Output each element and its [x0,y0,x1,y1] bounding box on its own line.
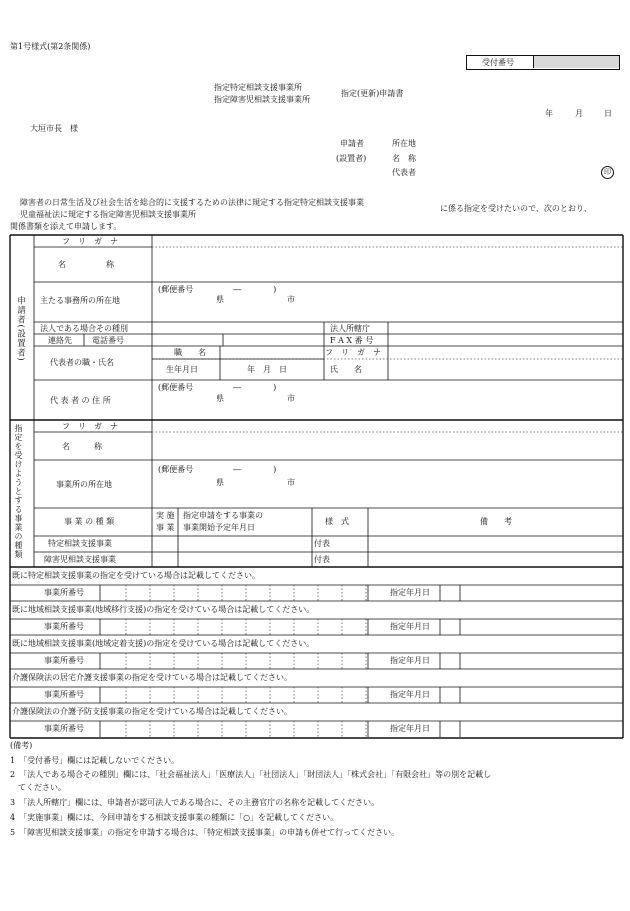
intro-part3: に係る指定を受けたいので、次のとおり、 [440,204,592,213]
biz-pref: 県 [216,478,224,487]
plan-header-top: 指定申請をする事業の [183,511,263,520]
prior-designation-date-label: 指定年月日 [390,690,430,699]
biz-kind-header: 事 業 の 種 類 [64,517,115,526]
note-item: 4 「実施事業」欄には、今回申請をする相談支援事業の種類に「○」を記載してください。 [10,813,339,822]
prior-office-number-label: 事業所番号 [44,656,84,665]
corp-type-label: 法人である場合その種別 [40,324,128,333]
birth-label: 生年月日 [166,365,198,374]
prior-heading: 介護保険法の居宅介護支援事業の指定を受けている場合は記載してください。 [12,673,292,682]
section-business-side-label: 指定を受けようとする事業の種類 [14,424,23,559]
applicant-name-label: 名 称 [392,154,416,163]
prior-heading: 介護保険法の介護予防支援事業の指定を受けている場合は記載してください。 [12,707,292,716]
biz-city: 市 [287,478,295,487]
note-item: 1 「受付番号」欄には記載しないでください。 [10,756,180,765]
reception-number-label: 受付番号 [482,58,514,67]
prior-office-number-label: 事業所番号 [44,588,84,597]
tel-label: 電話番号 [92,336,124,345]
remarks-header: 備 考 [480,517,512,526]
title-suffix: 指定(更新)申請書 [341,89,404,98]
rep-title-name-label: 代表者の職・氏名 [50,358,114,367]
row-child-consult: 障害児相談支援事業 [44,555,116,564]
birth-ymd: 年 月 日 [247,365,287,374]
biz-furigana-label: フ リ ガ ナ [62,422,118,431]
prior-office-number-label: 事業所番号 [44,724,84,733]
prior-heading: 既に地域相談支援事業(地域定着支援)の指定を受けている場合は記載してください。 [12,639,315,648]
prior-office-number-label: 事業所番号 [44,622,84,631]
form-number: 第1号様式(第2条関係) [10,42,91,51]
note-item: てください。 [10,783,66,792]
name-label: 名 称 [58,260,114,269]
prior-designation-date-label: 指定年月日 [390,588,430,597]
rep-city: 市 [287,394,295,403]
date-month: 月 [575,109,583,118]
note-item: 2 「法人である場合その種別」欄には、「社会福祉法人」「医療法人」「社団法人」「財団法人」「株式会社」「有限会社」等の別を記載し [10,770,492,779]
office-postal: (郵便番号 ― ) [158,285,277,294]
row-specific-consult: 特定相談支援事業 [48,539,112,548]
rep-address-label: 代 表 者 の 住 所 [50,396,111,405]
plan-header-bottom: 事業開始予定年月日 [183,523,255,532]
biz-address-label: 事業所の所在地 [56,480,112,489]
seal-icon: 印 [601,166,614,179]
notes-heading: (備考) [10,741,33,750]
rep-postal: (郵便番号 ― ) [158,383,277,392]
prior-designation-date-label: 指定年月日 [390,724,430,733]
office-city: 市 [287,295,295,304]
applicant-sublabel: (設置者) [336,154,367,163]
fax-label: F A X 番 号 [330,336,374,345]
office-address-label: 主たる事務所の所在地 [40,296,120,305]
section-applicant-side-label: 申請者(設置者) [15,296,26,362]
title-line2: 指定障害児相談支援事業所 [214,95,310,104]
furigana-label: フ リ ガ ナ [62,237,118,246]
applicant-address-label: 所在地 [392,139,416,148]
corp-agency-label: 法人所轄庁 [330,324,370,333]
prior-designation-date-label: 指定年月日 [390,622,430,631]
impl-header-top: 実 施 [156,511,175,520]
rep-pref: 県 [216,394,224,403]
intro-part1: 障害者の日常生活及び社会生活を総合的に支援するための法律に規定する指定特定相談支援事業 [20,198,364,207]
intro-part4: 関係書類を添えて申請します。 [10,222,122,231]
contact-label: 連絡先 [48,336,72,345]
style-header: 様 式 [325,517,349,526]
biz-name-label: 名 称 [62,442,102,451]
office-pref: 県 [216,295,224,304]
position-label: 職 名 [174,348,206,357]
title-line1: 指定特定相談支援事業所 [214,83,302,92]
prior-office-number-label: 事業所番号 [44,690,84,699]
fullname-label: 氏 名 [330,365,362,374]
row-child-consult-form: 付表 [314,555,330,564]
prior-heading: 既に地域相談支援事業(地域移行支援)の指定を受けている場合は記載してください。 [12,605,315,614]
impl-header-bottom: 事 業 [156,523,175,532]
date-year: 年 [545,109,553,118]
applicant-label: 申請者 [340,139,364,148]
note-item: 3 「法人所轄庁」欄には、申請者が認可法人である場合に、その主務官庁の名称を記載してください。 [10,798,380,807]
note-item: 5 「障害児相談支援事業」の指定を申請する場合は、「特定相談支援事業」の申請も併せて行ってください。 [10,828,400,837]
prior-designation-date-label: 指定年月日 [390,656,430,665]
row-specific-consult-form: 付表 [314,539,330,548]
date-day: 日 [604,109,612,118]
rep-furigana-label: フ リ ガ ナ [325,348,381,357]
applicant-rep-label: 代表者 [392,168,416,177]
prior-heading: 既に特定相談支援事業の指定を受けている場合は記載してください。 [12,571,260,580]
intro-part2: 児童福祉法に規定する指定障害児相談支援事業所 [20,210,196,219]
addressee: 大垣市長 様 [30,124,78,133]
biz-postal: (郵便番号 ― ) [158,465,277,474]
